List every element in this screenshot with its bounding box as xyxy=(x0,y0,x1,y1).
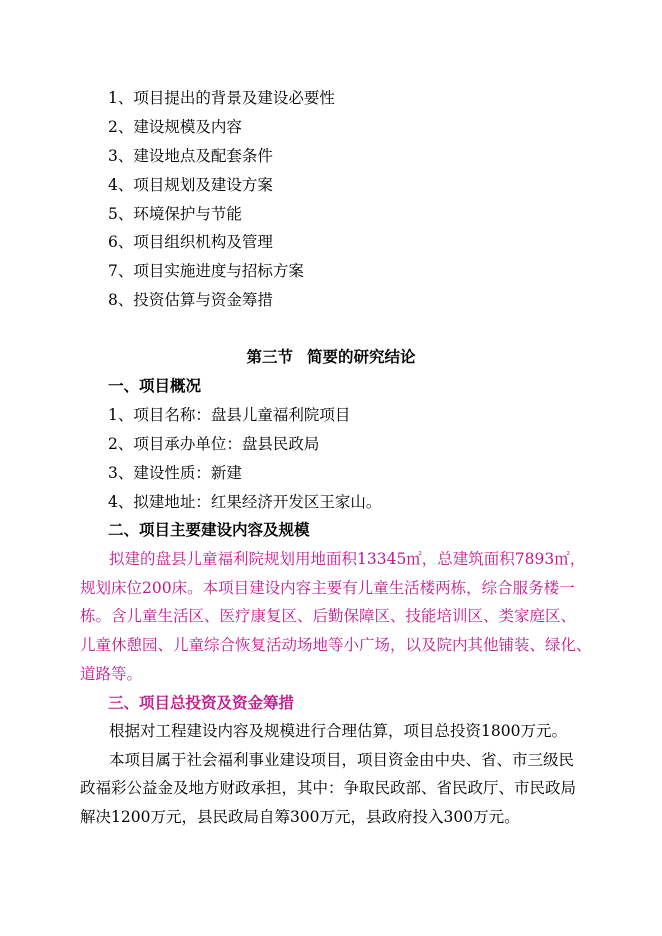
investment-paragraph xyxy=(80,717,595,832)
overview-item: 1、项目名称：盘县儿童福利院项目 xyxy=(108,406,351,424)
toc-item: 7、项目实施进度与招标方案 xyxy=(108,262,304,280)
investment-heading: 三、项目总投资及资金筹措 xyxy=(108,693,295,712)
scale-line: 栋。含儿童生活区、医疗康复区、后勤保障区、技能培训区、类家庭区、 xyxy=(80,607,577,626)
scale-line: 儿童休憩园、儿童综合恢复活动场地等小广场，以及院内其他铺装、绿化、 xyxy=(80,636,592,655)
scale-line: 道路等。 xyxy=(80,664,143,683)
toc-item: 6、项目组织机构及管理 xyxy=(108,233,273,251)
toc-item: 3、建设地点及配套条件 xyxy=(108,147,273,165)
overview-item: 3、建设性质：新建 xyxy=(108,464,242,482)
overview-heading: 一、项目概况 xyxy=(108,376,202,395)
investment-line: 本项目属于社会福利事业建设项目，项目资金由中央、省、市三级民 xyxy=(109,750,575,769)
section-title: 简要的研究结论 xyxy=(307,347,416,366)
investment-line: 政福彩公益金及地方财政承担，其中：争取民政部、省民政厅、市民政局 xyxy=(80,779,577,798)
investment-line: 根据对工程建设内容及规模进行合理估算，项目总投资1800万元。 xyxy=(109,722,567,740)
section-heading xyxy=(0,347,662,367)
overview-item: 4、拟建地址：红果经济开发区王家山。 xyxy=(108,493,382,511)
scale-line: 规划床位200床。本项目建设内容主要有儿童生活楼两栋，综合服务楼一 xyxy=(80,578,575,597)
investment-line: 解决1200万元，县民政局自筹300万元，县政府投入300万元。 xyxy=(80,808,520,827)
toc-item: 1、项目提出的背景及建设必要性 xyxy=(108,89,335,107)
toc-item: 2、建设规模及内容 xyxy=(108,118,242,136)
scale-heading: 二、项目主要建设内容及规模 xyxy=(108,520,310,539)
toc-item: 4、项目规划及建设方案 xyxy=(108,176,273,194)
scale-paragraph xyxy=(80,545,595,689)
toc-item: 5、环境保护与节能 xyxy=(108,205,242,223)
scale-line: 拟建的盘县儿童福利院规划用地面积13345㎡，总建筑面积7893㎡， xyxy=(109,550,586,568)
toc-item: 8、投资估算与资金筹措 xyxy=(108,291,273,309)
overview-item: 2、项目承办单位：盘县民政局 xyxy=(108,435,320,453)
section-number: 第三节 xyxy=(246,347,293,366)
